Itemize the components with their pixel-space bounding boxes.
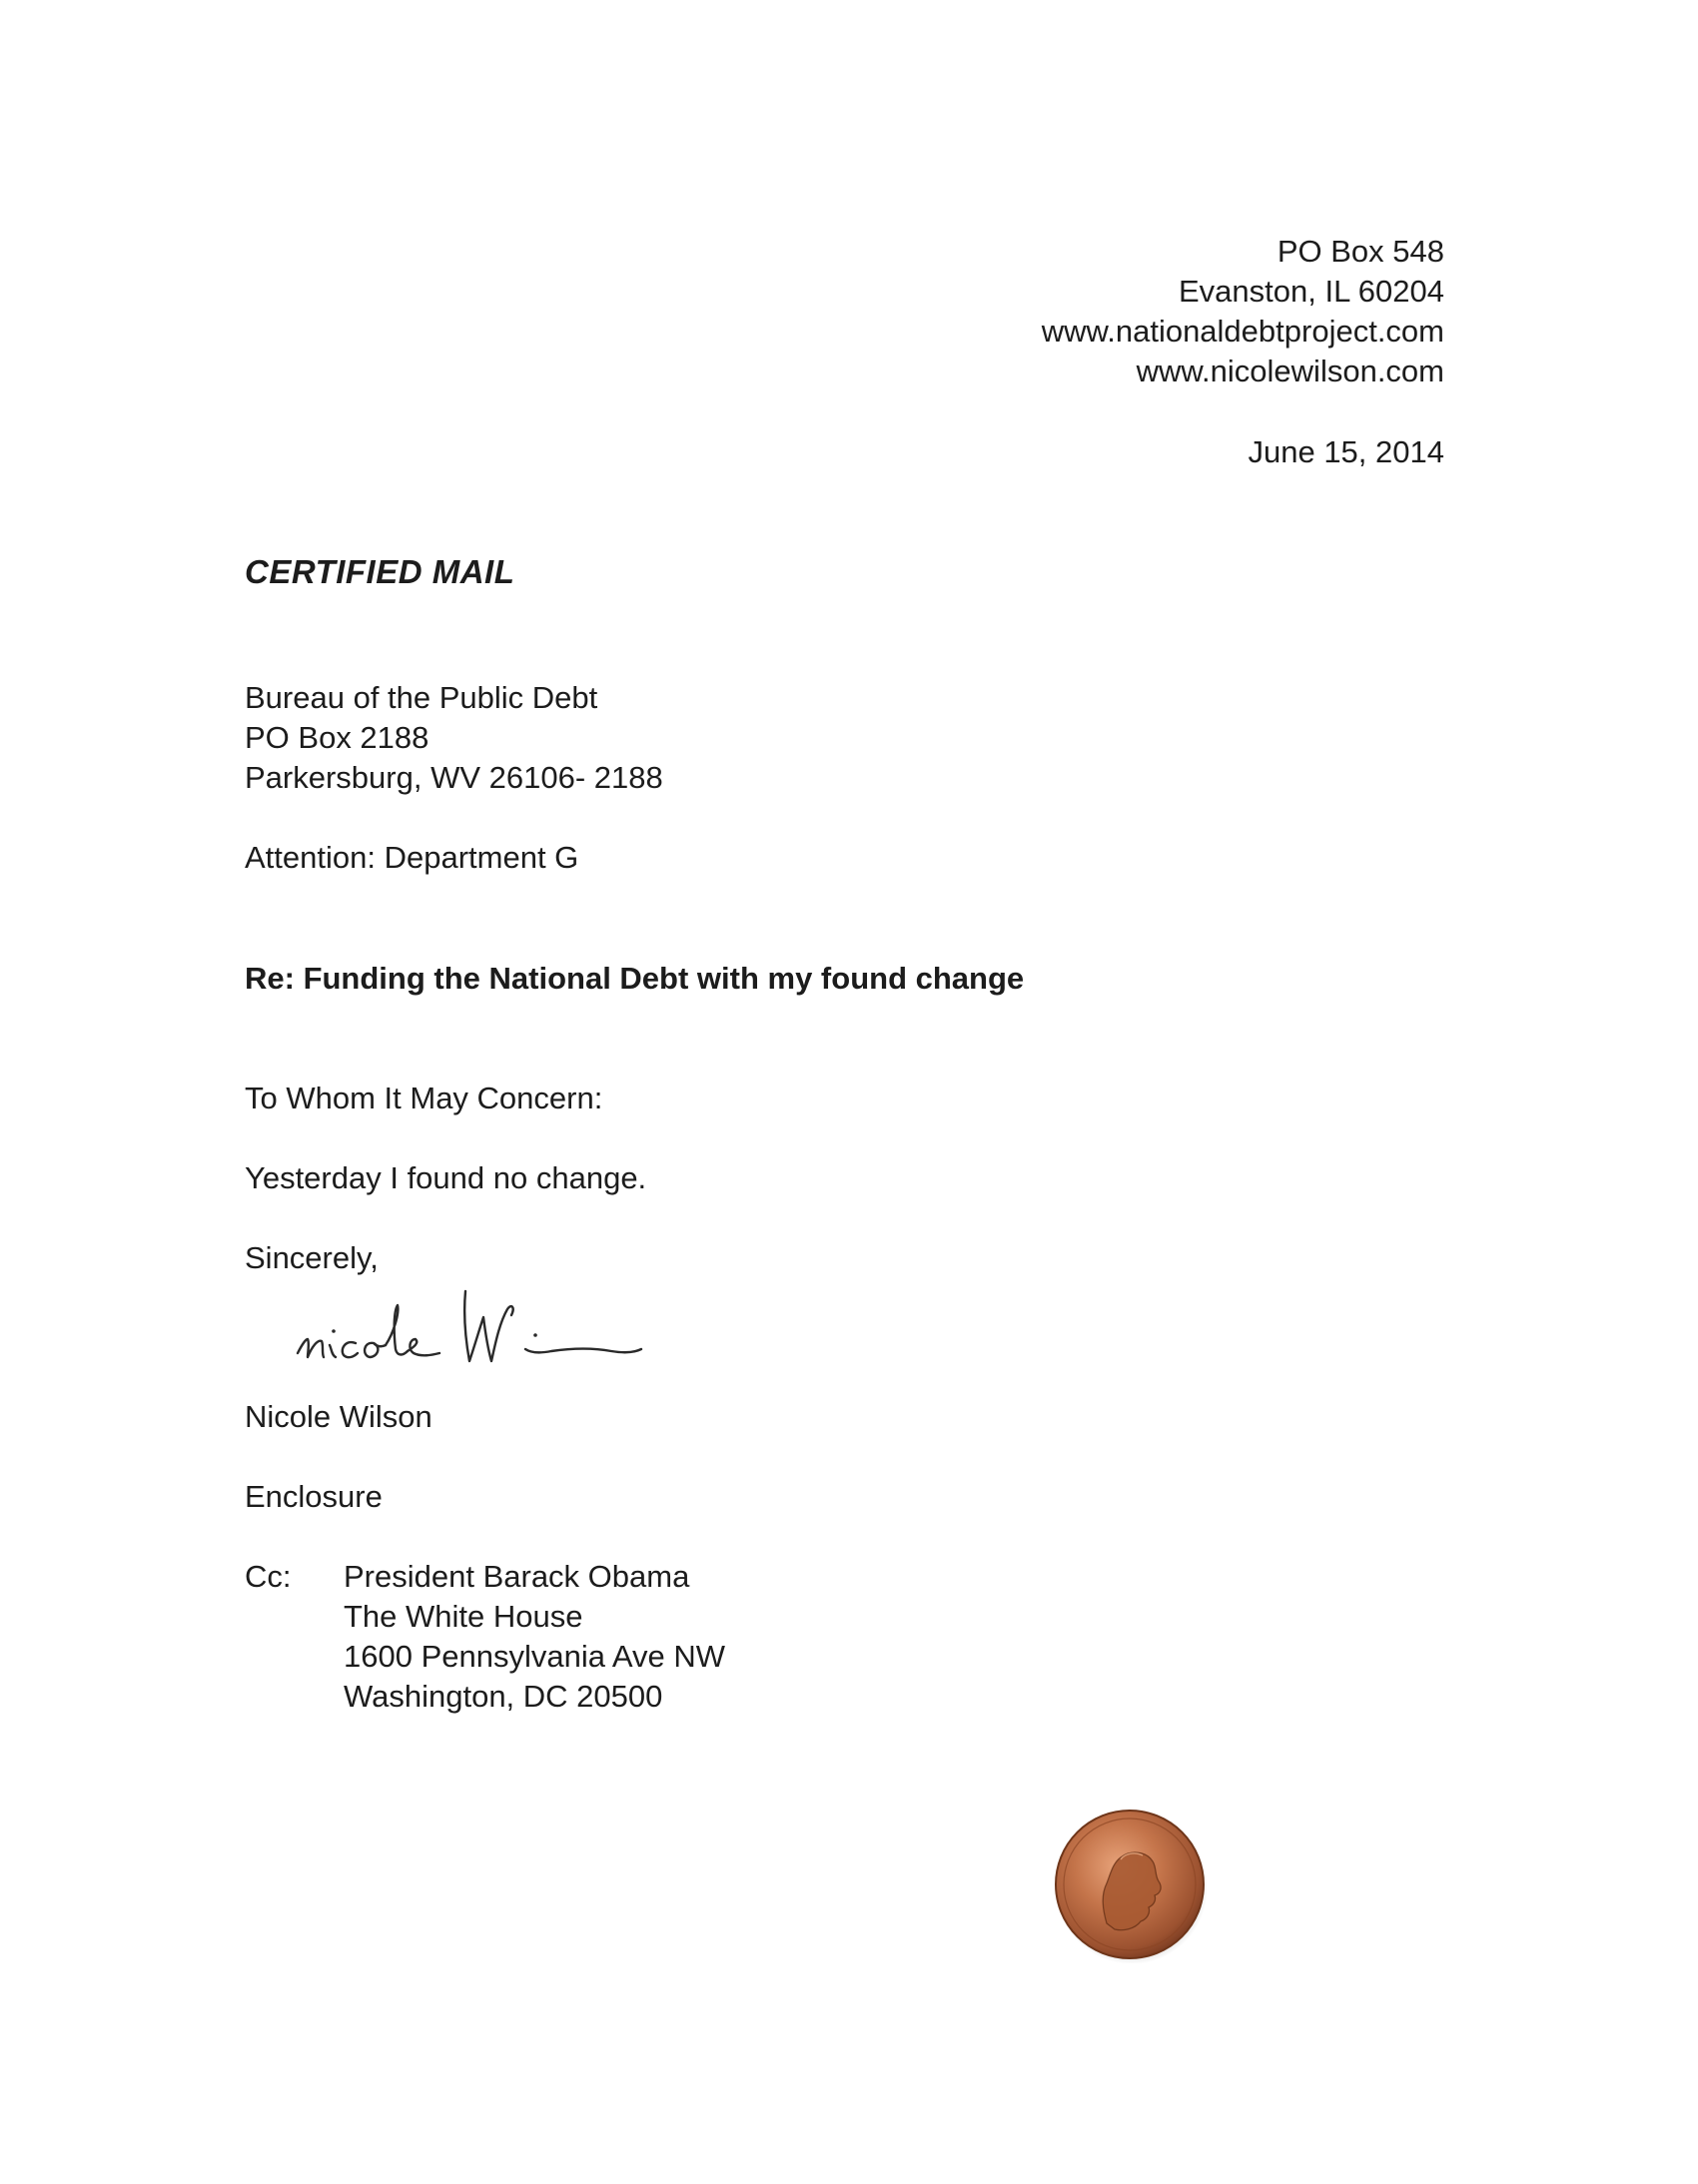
attention-line: Attention: Department G [245, 840, 579, 875]
salutation: To Whom It May Concern: [245, 1081, 603, 1115]
penny-coin-image [1051, 1806, 1209, 1963]
letter-date: June 15, 2014 [1248, 434, 1444, 469]
sender-po-box: PO Box 548 [1276, 234, 1444, 269]
sender-website-1: www.nationaldebtproject.com [1041, 314, 1444, 349]
recipient-address-block [245, 678, 663, 798]
recipient-po-box: PO Box 2188 [245, 720, 429, 755]
certified-mail-heading: CERTIFIED MAIL [245, 553, 515, 590]
recipient-city-line: Parkersburg, WV 26106- 2188 [245, 760, 663, 795]
cc-street: 1600 Pennsylvania Ave NW [344, 1639, 725, 1674]
enclosure-note: Enclosure [245, 1479, 383, 1514]
closing: Sincerely, [245, 1240, 379, 1275]
cc-organization: The White House [344, 1599, 583, 1634]
letter-body: Yesterday I found no change. [245, 1160, 647, 1195]
cc-label: Cc: [245, 1559, 292, 1594]
cc-address-block [344, 1557, 725, 1717]
handwritten-signature [290, 1273, 649, 1383]
recipient-name: Bureau of the Public Debt [245, 680, 598, 715]
sender-city-line: Evanston, IL 60204 [1179, 274, 1444, 309]
cc-name: President Barack Obama [344, 1559, 690, 1594]
cc-city-line: Washington, DC 20500 [344, 1679, 663, 1714]
subject-line: Re: Funding the National Debt with my found change [245, 961, 1025, 996]
sender-website-2: www.nicolewilson.com [1136, 354, 1444, 388]
signer-name: Nicole Wilson [245, 1399, 432, 1434]
sender-address-block [1042, 232, 1444, 391]
